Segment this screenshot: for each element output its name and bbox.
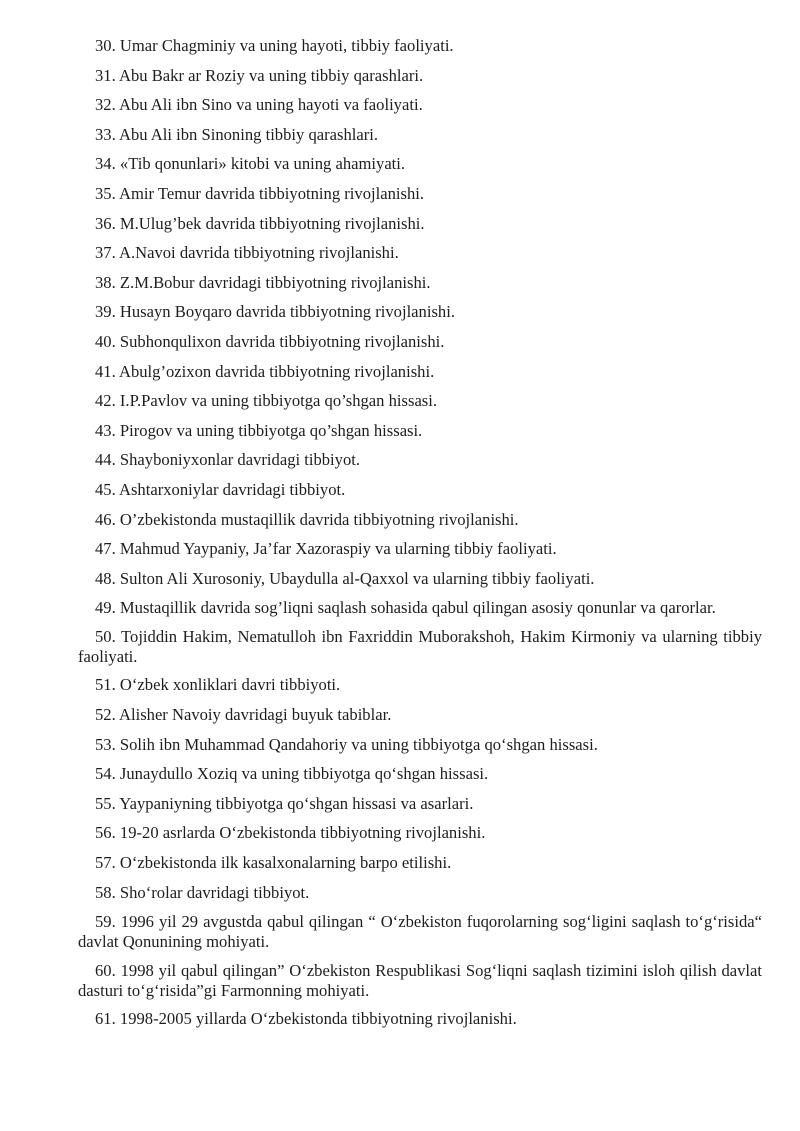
- item-number: 45.: [95, 479, 116, 499]
- item-text: M.Ulug’bek davrida tibbiyotning rivojlanishi.: [119, 213, 425, 233]
- item-number: 43.: [95, 420, 116, 440]
- list-item: [78, 154, 762, 174]
- list-item: [78, 362, 762, 382]
- list-item: [78, 705, 762, 725]
- item-number: 59.: [95, 912, 116, 932]
- item-number: 35.: [95, 183, 116, 203]
- item-text: Subhonqulixon davrida tibbiyotning rivojlanishi.: [119, 331, 445, 351]
- item-number: 51.: [95, 675, 116, 695]
- list-item: [78, 598, 762, 618]
- item-text: 1998 yil qabul qilingan” O‘zbekiston Respublikasi Sog‘liqni saqlash tizimini isloh qilish davlat dasturi to‘g‘risida”gi Farmonning mohiyati.: [78, 960, 763, 1000]
- item-text: Ashtarxoniylar davridagi tibbiyot.: [118, 479, 346, 499]
- list-item: [78, 883, 762, 903]
- item-number: 41.: [95, 361, 116, 381]
- list-item: [78, 961, 762, 1001]
- item-text: Solih ibn Muhammad Qandahoriy va uning tibbiyotga qo‘shgan hissasi.: [119, 734, 598, 754]
- item-text: Abu Bakr ar Roziy va uning tibbiy qarashlari.: [118, 65, 424, 85]
- list-item: [78, 823, 762, 843]
- item-number: 50.: [95, 626, 116, 646]
- item-number: 52.: [95, 705, 116, 725]
- list-item: [78, 184, 762, 204]
- item-number: 55.: [95, 793, 116, 813]
- item-number: 61.: [95, 1009, 116, 1029]
- item-number: 60.: [95, 960, 116, 980]
- item-text: Abulg’ozixon davrida tibbiyotning rivojlanishi.: [118, 361, 435, 381]
- item-text: O‘zbek xonliklari davri tibbiyoti.: [119, 675, 341, 695]
- item-number: 31.: [95, 65, 116, 85]
- item-number: 32.: [95, 95, 116, 115]
- list-item: [78, 764, 762, 784]
- item-text: Umar Chagminiy va uning hayoti, tibbiy faoliyati.: [119, 36, 454, 55]
- item-number: 47.: [95, 539, 116, 559]
- item-text: Mustaqillik davrida sog’liqni saqlash sohasida qabul qilingan asosiy qonunlar va qarorlar.: [119, 598, 716, 618]
- item-number: 46.: [95, 509, 116, 529]
- item-number: 56.: [95, 823, 116, 843]
- list-item: [78, 391, 762, 411]
- item-text: Sho‘rolar davridagi tibbiyot.: [119, 882, 310, 902]
- item-text: Alisher Navoiy davridagi buyuk tabiblar.: [118, 705, 392, 725]
- item-number: 53.: [95, 734, 116, 754]
- item-number: 49.: [95, 598, 116, 618]
- list-item: [78, 450, 762, 470]
- item-text: Mahmud Yaypaniy, Ja’far Xazoraspiy va ularning tibbiy faoliyati.: [119, 539, 557, 559]
- item-text: «Tib qonunlari» kitobi va uning ahamiyati.: [119, 154, 406, 174]
- list-item: [78, 675, 762, 695]
- item-text: Shayboniyxonlar davridagi tibbiyot.: [119, 450, 361, 470]
- list-item: [78, 569, 762, 589]
- list-item: [78, 214, 762, 234]
- item-text: Z.M.Bobur davridagi tibbiyotning rivojlanishi.: [119, 272, 431, 292]
- item-text: A.Navoi davrida tibbiyotning rivojlanishi.: [118, 243, 399, 263]
- item-text: Abu Ali ibn Sino va uning hayoti va faoliyati.: [118, 95, 423, 115]
- list-item: [78, 627, 762, 667]
- list-item: [78, 912, 762, 952]
- list-item: [78, 735, 762, 755]
- item-number: 57.: [95, 853, 116, 873]
- item-text: Pirogov va uning tibbiyotga qo’shgan hissasi.: [119, 420, 423, 440]
- item-text: Yaypaniyning tibbiyotga qo‘shgan hissasi va asarlari.: [119, 793, 474, 813]
- list-item: [78, 36, 762, 56]
- item-text: Tojiddin Hakim, Nematulloh ibn Faxriddin Muborakshoh, Hakim Kirmoniy va ularning tibbiy faoliyati.: [78, 626, 762, 666]
- list-item: [78, 332, 762, 352]
- item-number: 34.: [95, 154, 116, 174]
- item-text: O‘zbekistonda ilk kasalxonalarning barpo etilishi.: [119, 853, 452, 873]
- item-text: Abu Ali ibn Sinoning tibbiy qarashlari.: [118, 124, 379, 144]
- item-text: Husayn Boyqaro davrida tibbiyotning rivojlanishi.: [119, 302, 455, 322]
- topic-list: [78, 36, 762, 1039]
- list-item: [78, 125, 762, 145]
- list-item: [78, 302, 762, 322]
- list-item: [78, 480, 762, 500]
- item-text: 19-20 asrlarda O‘zbekistonda tibbiyotning rivojlanishi.: [119, 823, 486, 843]
- list-item: [78, 794, 762, 814]
- list-item: [78, 95, 762, 115]
- item-number: 42.: [95, 391, 116, 411]
- item-text: Amir Temur davrida tibbiyotning rivojlanishi.: [118, 183, 424, 203]
- item-number: 48.: [95, 568, 116, 588]
- item-number: 38.: [95, 272, 116, 292]
- item-text: Sulton Ali Xurosoniy, Ubaydulla al-Qaxxol va ularning tibbiy faoliyati.: [119, 568, 595, 588]
- item-number: 44.: [95, 450, 116, 470]
- item-text: 1996 yil 29 avgustda qabul qilingan “ O‘zbekiston fuqorolarning sog‘ligini saqlash to‘g‘risida“ davlat Qonunining mohiyati.: [78, 912, 763, 952]
- item-number: 30.: [95, 36, 116, 55]
- item-number: 54.: [95, 764, 116, 784]
- item-number: 39.: [95, 302, 116, 322]
- list-item: [78, 421, 762, 441]
- list-item: [78, 539, 762, 559]
- list-item: [78, 66, 762, 86]
- list-item: [78, 243, 762, 263]
- list-item: [78, 273, 762, 293]
- item-number: 37.: [95, 243, 116, 263]
- item-text: I.P.Pavlov va uning tibbiyotga qo’shgan hissasi.: [119, 391, 438, 411]
- item-number: 36.: [95, 213, 116, 233]
- list-item: [78, 853, 762, 873]
- item-number: 33.: [95, 124, 116, 144]
- item-number: 58.: [95, 882, 116, 902]
- list-item: [78, 1009, 762, 1029]
- list-item: [78, 510, 762, 530]
- item-text: O’zbekistonda mustaqillik davrida tibbiyotning rivojlanishi.: [119, 509, 519, 529]
- item-text: 1998-2005 yillarda O‘zbekistonda tibbiyotning rivojlanishi.: [119, 1009, 517, 1029]
- item-number: 40.: [95, 331, 116, 351]
- item-text: Junaydullo Xoziq va uning tibbiyotga qo‘shgan hissasi.: [119, 764, 489, 784]
